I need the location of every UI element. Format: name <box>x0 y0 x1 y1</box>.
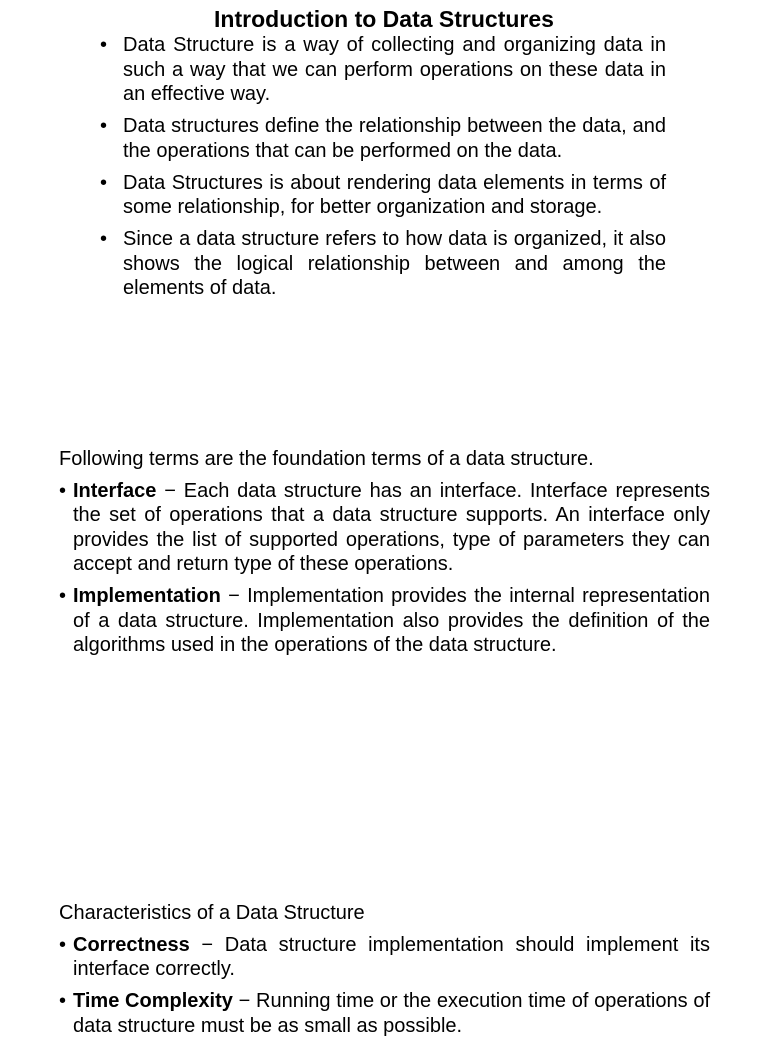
list-item <box>97 171 666 220</box>
bullet-icon: • <box>59 585 67 607</box>
term-label: Time Complexity <box>73 990 233 1012</box>
term-label: Correctness <box>73 933 190 956</box>
term-item-implementation <box>59 584 710 658</box>
term-description: − Data structure implementation should implement its interface correctly. <box>73 933 710 980</box>
list-item <box>97 227 666 301</box>
term-item-correctness <box>59 933 710 982</box>
term-description: − Implementation provides the internal representation of a data structure. Implementation also provides the definition of the algorithms used in the operations of the data structure. <box>73 585 710 656</box>
term-description: − Running time or the execution time of operations of data structure must be as small as possible. <box>73 990 710 1037</box>
bullet-icon: • <box>59 479 67 502</box>
list-item-text: Since a data structure refers to how data is organized, it also shows the logical relationship between and among the elements of data. <box>123 228 666 299</box>
list-item-text: Data structures define the relationship between the data, and the operations that can be performed on the data. <box>123 115 666 162</box>
list-item <box>97 114 666 163</box>
term-label: Implementation <box>73 585 221 607</box>
term-list <box>59 933 710 1039</box>
list-item-text: Data Structures is about rendering data elements in terms of some relationship, for better organization and storage. <box>123 171 666 218</box>
bullet-icon: • <box>100 228 108 250</box>
term-description: − Each data structure has an interface. Interface represents the set of operations that a data structure supports. An interface only provides the list of supported operations, type of parameters they can accept and return type of these operations. <box>73 479 710 575</box>
intro-bullet-list <box>97 33 666 308</box>
term-list <box>59 479 710 658</box>
bullet-icon: • <box>59 990 67 1012</box>
bullet-icon: • <box>100 115 108 137</box>
bullet-icon: • <box>100 171 108 194</box>
foundation-terms-section <box>59 447 710 665</box>
term-item-interface <box>59 479 710 577</box>
list-item-text: Data Structure is a way of collecting and organizing data in such a way that we can perform operations on these data in an effective way. <box>123 34 666 105</box>
section-heading: Characteristics of a Data Structure <box>59 902 365 924</box>
term-label: Interface <box>73 479 157 502</box>
section-heading: Following terms are the foundation terms of a data structure. <box>59 448 594 470</box>
bullet-icon: • <box>59 933 67 956</box>
list-item <box>97 33 666 107</box>
term-item-time-complexity <box>59 989 710 1038</box>
bullet-icon: • <box>100 34 108 56</box>
page-title: Introduction to Data Structures <box>214 6 554 32</box>
